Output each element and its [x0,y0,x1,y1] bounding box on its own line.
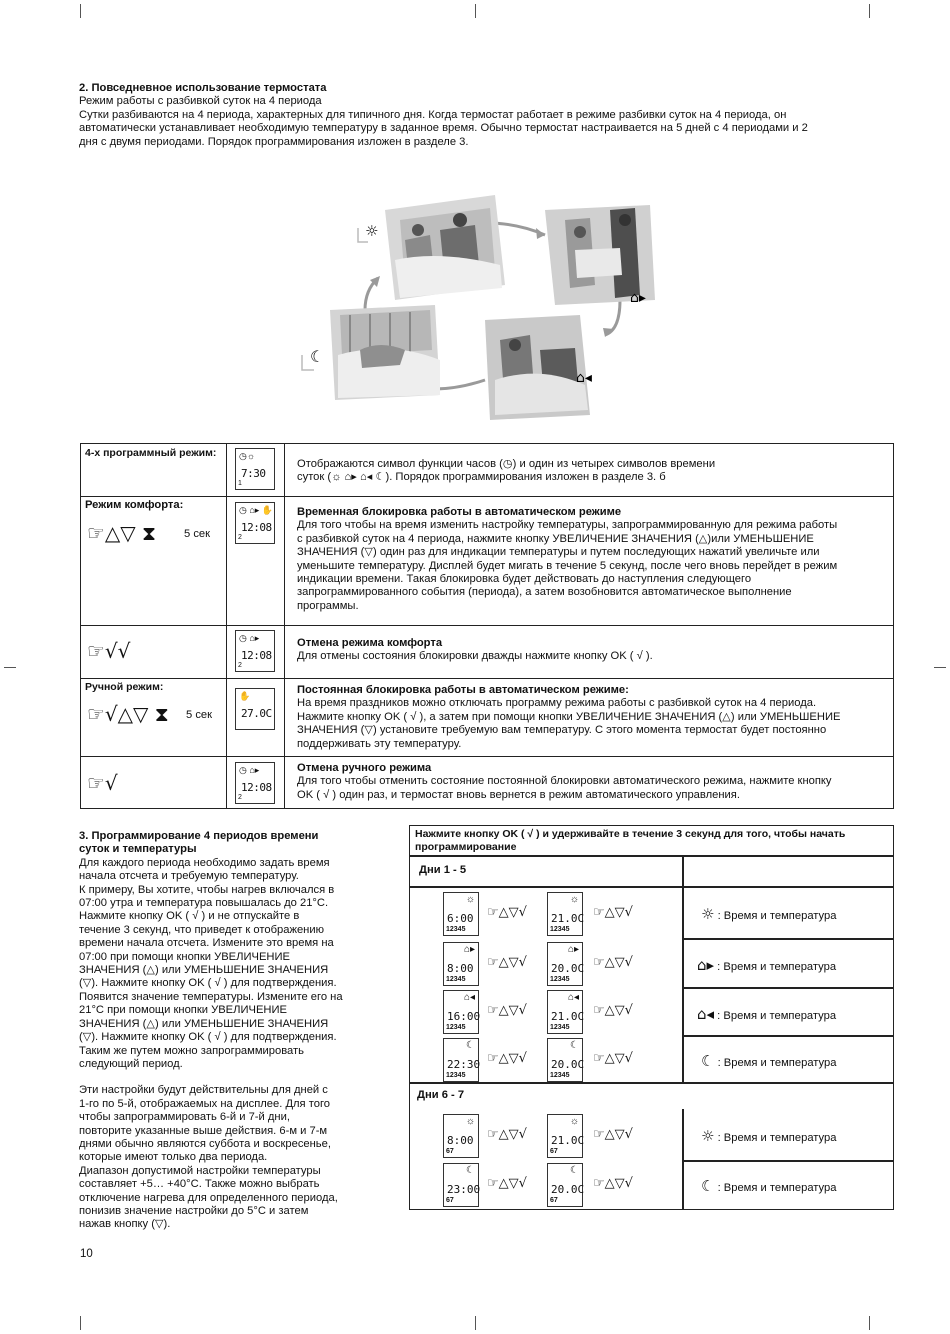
button-sequence: ☞△▽√ [593,955,633,970]
period-icon: ☾ [570,1040,579,1051]
button-sequence: ☞△▽√ [487,1127,527,1142]
lcd-days: 12345 [446,1024,466,1031]
lcd-display [547,942,583,986]
legend-text: : Время и температура [717,961,837,973]
daily-cycle-illustration [290,190,670,422]
description-title: Отмена режима комфорта [297,637,443,649]
home-leave-icon: ⌂▸ [697,956,715,974]
legend-text: : Время и температура [717,910,837,922]
lcd-display [547,892,583,936]
lcd-display [547,1163,583,1207]
paragraph-line: течение 3 секунд, что приведет к отображению [79,923,325,936]
paragraph-line: составляет +5… +40°C. Также можно выбрать [79,1178,320,1191]
sun-icon: ☼ [701,1127,715,1145]
lcd-digits: 12:08 [241,521,272,534]
crop-mark [475,1316,476,1330]
moon-icon: ☾ [701,1052,715,1070]
button-sequence: ☞△▽√ [593,1051,633,1066]
row-description [297,506,837,613]
legend-text: : Время и температура [717,1132,837,1144]
button-sequence: ☞√ [87,771,118,795]
section-heading: 2. Повседневное использование термостата [79,82,327,94]
button-sequence: ☞√△▽ ⧗ [87,702,169,726]
lcd-display [443,942,479,986]
paragraph-line: которые имеют только два периода. [79,1151,268,1164]
page-number: 10 [80,1248,93,1260]
lcd-display [235,630,275,672]
lcd-display [235,762,275,804]
paragraph-line: повторите указанные выше действия. 6-м и 7-м [79,1124,328,1137]
lcd-days: 12345 [550,926,570,933]
section-heading: суток и температуры [79,843,197,856]
intro-line: Сутки разбиваются на 4 периода, характерных для типичного дня. Когда термостат работает в режиме разбивки суток на 4 периода, он [79,108,787,121]
cycle-drawing [290,190,670,422]
sun-icon: ☼ [365,222,379,240]
button-sequence: ☞△▽√ [593,905,633,920]
paragraph-line: отключение нагрева для определенного периода, [79,1191,338,1204]
table-header-line: Нажмите кнопку OK ( √ ) и удерживайте в течение 3 секунд для того, чтобы начать [415,828,846,840]
lcd-time: 8:00 [447,962,474,975]
section-3 [79,830,379,1232]
lcd-days: 67 [446,1148,454,1155]
description-line: ЗНАЧЕНИЯ (▽) один раз для индикации температуры и путем последующих нажатий увеличьте или [297,546,820,559]
description-line: Для того чтобы отменить состояние постоянной блокировки автоматического режима, нажмите кнопку [297,775,832,788]
lcd-days: 12345 [550,976,570,983]
home-return-icon: ⌂◂ [697,1005,715,1023]
lcd-days: 2 [238,794,242,801]
row-description [297,762,832,802]
lcd-days: 67 [446,1197,454,1204]
section-subheading: Режим работы с разбивкой суток на 4 периода [79,95,322,108]
mode-label: Режим комфорта: [85,499,184,511]
night-scene [330,305,440,400]
row-description [297,684,840,751]
description-line: индикации времени. Такая блокировка будет действовать до наступления следующего [297,573,752,586]
period-icon: ☼ [569,894,579,905]
lcd-display [235,448,275,490]
description-line: программы. [297,599,359,612]
paragraph-line: Появится значение температуры. Измените его на [79,990,343,1003]
period-icon: ⌂◂ [463,992,475,1003]
legend-row [701,1177,836,1195]
lcd-days: 12345 [446,976,466,983]
lcd-display [443,892,479,936]
crop-mark [869,1316,870,1330]
lcd-digits: 27.0C [241,707,272,720]
lcd-temperature: 20.0C [551,1183,585,1196]
row-description [297,458,715,485]
paragraph-line: начала отсчета и требуемую температуру. [79,870,299,883]
period-icon: ☼ [569,1116,579,1127]
lcd-display [443,1163,479,1207]
paragraph-line: ЗНАЧЕНИЯ (△) или УМЕНЬШЕНИЕ ЗНАЧЕНИЯ [79,964,329,977]
morning-scene [385,195,505,300]
home-return-icon: ⌂◂ [576,370,592,386]
paragraph-line: Для каждого периода необходимо задать время [79,856,330,869]
lcd-temperature: 20.0C [551,962,585,975]
returning-scene [485,315,590,420]
description-line: Нажмите кнопку OK ( √ ), а затем при помощи кнопки УВЕЛИЧЕНИЕ ЗНАЧЕНИЯ (△) или УМЕНЬШЕНИЕ [297,710,841,723]
moon-icon: ☾ [701,1177,715,1195]
lcd-digits: 7:30 [241,467,266,480]
lcd-temperature: 21.0C [551,912,585,925]
lcd-days: 12345 [446,926,466,933]
description-line: Отображаются символ функции часов (◷) и один из четырех символов времени [297,458,716,470]
period-icon: ☾ [570,1165,579,1176]
button-sequence: ☞△▽√ [487,1003,527,1018]
lcd-days: 67 [550,1197,558,1204]
crop-mark [475,4,476,18]
legend-row [697,1005,836,1023]
paragraph-line: 1-го по 5-й, отображаемых на дисплее. Для того [79,1097,330,1110]
mode-label: 4-х программный режим: [85,447,217,459]
description-line: OK ( √ ) один раз, и термостат вновь вернется в режим автоматического управления. [297,788,740,801]
description-title: Отмена ручного режима [297,762,432,774]
lcd-digits: 12:08 [241,649,272,662]
button-sequence: ☞△▽ ⧗ [87,521,157,545]
lcd-time: 8:00 [447,1134,474,1147]
hold-duration: 5 сек [186,709,213,721]
paragraph-line: ЗНАЧЕНИЯ (△) или УМЕНЬШЕНИЕ ЗНАЧЕНИЯ [79,1017,329,1030]
description-line: запрограммированного события (периода), а затем возобновится автоматическое выполнение [297,586,792,599]
crop-mark [869,4,870,18]
days-group-label: Дни 6 - 7 [417,1089,465,1101]
paragraph-line: 21°C при помощи кнопки УВЕЛИЧЕНИЕ [79,1004,288,1017]
table-header-line: программирование [415,841,517,853]
days-group-label: Дни 1 - 5 [419,864,467,876]
period-icon: ☼ [465,1116,475,1127]
lcd-days: 12345 [446,1072,466,1079]
legend-row [701,905,836,923]
hand-icon: ✋ [239,691,251,701]
paragraph-line: (▽). Нажмите кнопку OK ( √ ) для подтверждения. [79,977,337,990]
hold-duration: 5 сек [184,528,211,540]
paragraph-line: следующий период. [79,1057,183,1070]
description-title: Постоянная блокировка работы в автоматическом режиме: [297,684,629,696]
button-sequence: ☞△▽√ [593,1003,633,1018]
section-heading: 3. Программирование 4 периодов времени [79,830,319,842]
lcd-display [443,1114,479,1158]
lcd-days: 12345 [550,1072,570,1079]
legend-text: : Время и температура [717,1010,837,1022]
crop-mark [934,667,946,668]
mode-label: Ручной режим: [85,681,164,693]
legend-row [701,1052,836,1070]
lcd-temperature: 20.0C [551,1058,585,1071]
period-icon: ☼ [465,894,475,905]
lcd-display [547,1038,583,1082]
paragraph-line: Эти настройки будут действительны для дней с [79,1084,328,1097]
period-icon: ⌂◂ [567,992,579,1003]
clock-home-icon: ◷ ⌂▸ [239,765,260,775]
legend-row [701,1127,836,1145]
row-description [297,637,653,664]
paragraph-line: Диапазон допустимой настройки температуры [79,1164,321,1177]
moon-icon: ☾ [310,347,325,366]
legend-row [697,956,836,974]
description-line: суток (☼ ⌂▸ ⌂◂ ☾). Порядок программирования изложен в разделе 3. б [297,471,666,484]
paragraph-line: К примеру, Вы хотите, чтобы нагрев включался в [79,883,335,896]
paragraph-line: Нажмите кнопку OK ( √ ) и не отпускайте в [79,910,300,923]
lcd-display [547,1114,583,1158]
description-line: уменьшите температуру. Дисплей будет мигать в течение 5 секунд, после чего вновь перейдет в режим [297,559,838,572]
paragraph-line: понизив значение настройки до 5°C и затем [79,1204,309,1217]
lcd-time: 6:00 [447,912,474,925]
crop-mark [80,1316,81,1330]
lcd-days: 67 [550,1148,558,1155]
lcd-time: 22:30 [447,1058,481,1071]
period-icon: ☾ [466,1040,475,1051]
button-sequence: ☞△▽√ [487,905,527,920]
legend-text: : Время и температура [717,1182,837,1194]
button-sequence: ☞△▽√ [593,1127,633,1142]
intro-line: дня с двумя периодами. Порядок программирования изложен в разделе 3. [79,135,469,148]
lcd-time: 16:00 [447,1010,481,1023]
button-sequence: ☞△▽√ [487,1176,527,1191]
paragraph-line: 07:00 при помощи кнопки УВЕЛИЧЕНИЕ [79,950,291,963]
intro-section [79,82,879,149]
period-icon: ⌂▸ [463,944,475,955]
lcd-digits: 12:08 [241,781,272,794]
lcd-display [235,688,275,730]
clock-sun-icon: ◷☼ [239,451,256,461]
clock-home-hand-icon: ◷ ⌂▸ ✋ [239,505,274,515]
description-line: На время праздников можно отключать программу режима работы с разбивкой суток на 4 периода. [297,697,817,710]
button-sequence: ☞△▽√ [593,1176,633,1191]
sun-icon: ☼ [701,905,715,923]
paragraph-line: чтобы запрограммировать 6-й и 7-й дни, [79,1111,290,1124]
period-icon: ☾ [466,1165,475,1176]
paragraph-line: Таким же путем можно запрограммировать [79,1044,304,1057]
button-sequence: ☞△▽√ [487,955,527,970]
paragraph-line: 07:00 утра и температура повышалась до 21°C. [79,897,329,910]
clock-home-icon: ◷ ⌂▸ [239,633,260,643]
lcd-temperature: 21.0C [551,1134,585,1147]
paragraph-line: нажав кнопку (▽). [79,1218,171,1231]
lcd-days: 2 [238,534,242,541]
description-line: ЗНАЧЕНИЯ (▽) установите требуемую вам температуру. С этого момента термостат будет постоянно [297,724,827,737]
description-line: с разбивкой суток на 4 периода, нажмите кнопку УВЕЛИЧЕНИЕ ЗНАЧЕНИЯ (△)или УМЕНЬШЕНИЕ [297,532,814,545]
home-leave-icon: ⌂▸ [630,290,646,306]
lcd-temperature: 21.0C [551,1010,585,1023]
description-line: поддерживать эту температуру. [297,737,462,750]
modes-table [80,443,894,809]
intro-line: автоматически устанавливает необходимую температуру в заданное время. Обычно термостат настраивается на 5 дней с 4 периодами и 2 [79,122,808,135]
crop-mark [4,667,16,668]
period-icon: ⌂▸ [567,944,579,955]
lcd-days: 2 [238,662,242,669]
description-line: Для отмены состояния блокировки дважды нажмите кнопку OK ( √ ). [297,650,653,663]
paragraph-line: времени начала отсчета. Измените это время на [79,937,334,950]
lcd-days: 12345 [550,1024,570,1031]
lcd-days: 1 [238,480,242,487]
cycle-arrow-head [603,328,614,337]
programming-table [409,825,894,1210]
crop-mark [80,4,81,18]
description-title: Временная блокировка работы в автоматическом режиме [297,506,622,518]
paragraph-line: (▽). Нажмите кнопку OK ( √ ) для подтверждения. [79,1031,337,1044]
paragraph-line: днями обычно являются суббота и воскресенье, [79,1137,331,1150]
legend-text: : Время и температура [717,1057,837,1069]
lcd-display [443,990,479,1034]
button-sequence: ☞√√ [87,639,131,663]
lcd-display [547,990,583,1034]
button-sequence: ☞△▽√ [487,1051,527,1066]
lcd-display [235,502,275,544]
description-line: Для того чтобы на время изменить настройку температуры, запрограммированную для режима работы [297,519,838,532]
lcd-display [443,1038,479,1082]
lcd-time: 23:00 [447,1183,481,1196]
